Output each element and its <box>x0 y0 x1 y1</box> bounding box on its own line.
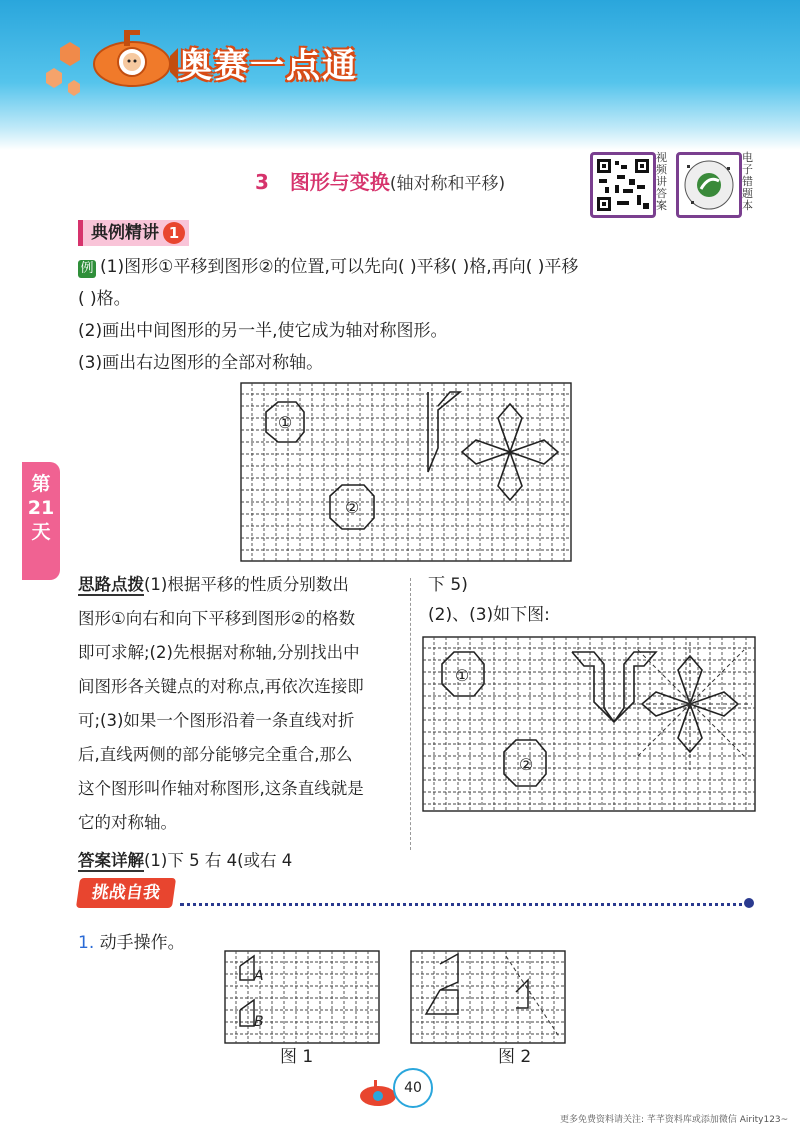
answer-shape-1-label: ① <box>454 666 470 685</box>
grid-lines <box>225 951 379 1043</box>
qr-video-label: 视频讲答案 <box>656 151 667 212</box>
banner-title: 奥赛一点通 <box>178 46 358 86</box>
column-divider <box>410 578 411 850</box>
figure-2-caption: 图 2 <box>498 1047 532 1067</box>
answer-grid-figure <box>422 636 756 812</box>
figure-2-shape-left <box>426 954 458 1014</box>
shape-2-label: ② <box>344 498 360 517</box>
side-tab-line-3: 天 <box>31 521 51 543</box>
challenge-divider-end-dot <box>744 898 754 908</box>
example-tag <box>78 220 189 246</box>
figure-1-caption: 图 1 <box>280 1047 314 1067</box>
analysis-line: 后,直线两侧的部分能够完全重合,那么 <box>78 745 353 764</box>
challenge-item-1 <box>78 932 185 954</box>
analysis-line: 可;(3)如果一个图形沿着一条直线对折 <box>78 711 355 730</box>
question-1-text: (1)图形①平移到图形②的位置,可以先向( )平移( )格,再向( )平移 <box>100 257 579 277</box>
challenge-item-number: 1. <box>78 933 95 953</box>
analysis-block <box>78 568 364 878</box>
analysis-line: 它的对称轴。 <box>78 813 177 832</box>
example-marker-icon: 例 <box>78 260 96 278</box>
analysis-line: 图形①向右和向下平移到图形②的格数 <box>78 609 356 628</box>
example-tag-label: 典例精讲 <box>91 223 159 243</box>
section-number: 3 <box>255 170 269 194</box>
challenge-divider <box>180 903 750 906</box>
question-3: (3)画出右边图形的全部对称轴。 <box>78 353 324 373</box>
shape-1-label: ① <box>277 413 293 432</box>
page-number: 40 <box>393 1068 433 1108</box>
question-1-line-1 <box>78 256 578 278</box>
day-side-tab <box>22 462 60 580</box>
challenge-figure-1 <box>224 950 380 1044</box>
example-grid-figure <box>240 382 572 562</box>
qr-code-error-book[interactable] <box>676 152 742 218</box>
challenge-tag: 挑战自我 <box>76 878 176 908</box>
challenge-item-text: 动手操作。 <box>99 933 185 953</box>
grid-lines <box>411 951 565 1043</box>
figure-1-label-b: B <box>254 1014 264 1030</box>
qr-code-video[interactable] <box>590 152 656 218</box>
figure-2-axis <box>506 956 560 1038</box>
qr-error-book-label: 电子错题本 <box>742 151 753 212</box>
analysis-label: 思路点拨 <box>78 575 144 594</box>
analysis-line: 这个图形叫作轴对称图形,这条直线就是 <box>78 779 364 798</box>
figure-1-shape-a <box>240 956 254 980</box>
answer-continued: 下 5) <box>428 575 468 595</box>
answer-figure-caption: (2)、(3)如下图: <box>428 605 550 625</box>
answer-label: 答案详解 <box>78 851 144 870</box>
decorative-hexagons-icon <box>40 40 90 110</box>
section-subtitle: (轴对称和平移) <box>389 174 506 194</box>
analysis-line: 间图形各关键点的对称点,再依次连接即 <box>78 677 364 696</box>
footer-note: 更多免费资料请关注: 芊芊资料库或添加微信 Airity123~ <box>560 1115 789 1125</box>
question-2: (2)画出中间图形的另一半,使它成为轴对称图形。 <box>78 321 448 341</box>
grid-border <box>423 637 755 811</box>
section-heading <box>255 166 505 195</box>
challenge-figure-2 <box>410 950 566 1044</box>
answer-shape-2-label: ② <box>518 755 534 774</box>
side-tab-line-1: 第 <box>31 473 51 495</box>
example-tag-number: 1 <box>163 222 185 244</box>
grid-border <box>241 383 571 561</box>
side-tab-line-2: 21 <box>27 497 55 519</box>
figure-1-label-a: A <box>254 968 264 984</box>
answer-text: (1)下 5 右 4(或右 4 <box>144 851 293 870</box>
analysis-line: 即可求解;(2)先根据对称轴,分别找出中 <box>78 643 360 662</box>
question-1-line-2: ( )格。 <box>78 289 131 309</box>
grid-lines <box>423 637 755 811</box>
analysis-line: (1)根据平移的性质分别数出 <box>144 575 349 594</box>
grid-lines <box>241 383 571 561</box>
section-title: 图形与变换 <box>289 170 390 194</box>
submarine-mascot-icon <box>88 26 178 92</box>
